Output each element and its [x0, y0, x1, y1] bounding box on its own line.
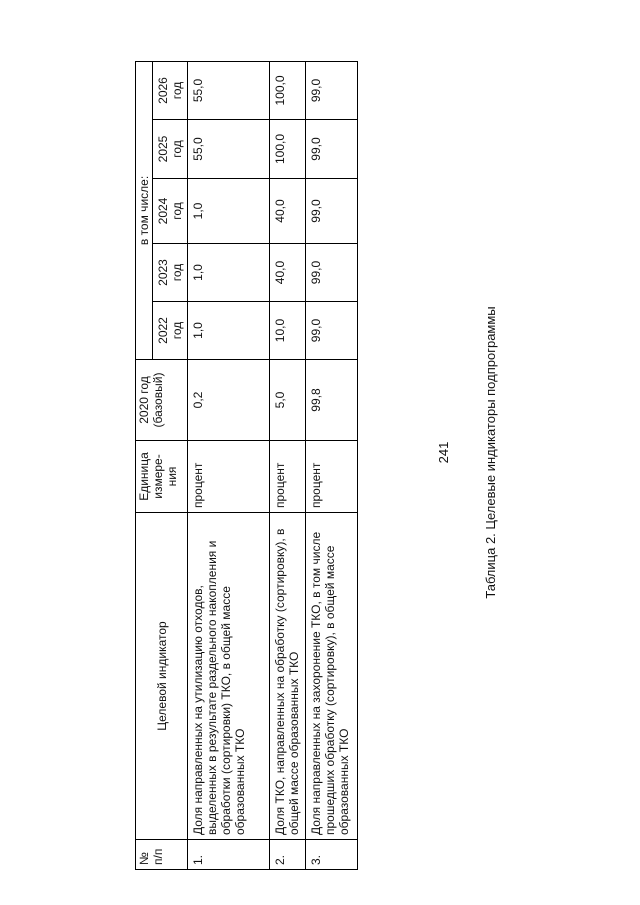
- row-value-2023: 1,0: [188, 244, 270, 302]
- row-unit: процент: [188, 441, 270, 513]
- row-value-2022: 10,0: [270, 302, 306, 360]
- header-indicator: Целевой индикатор: [136, 513, 188, 840]
- indicators-table: [135, 61, 358, 870]
- row-value-2022: 1,0: [188, 302, 270, 360]
- row-value-2023: 99,0: [306, 244, 358, 302]
- table-row: [306, 61, 358, 869]
- row-num: 3.: [306, 840, 358, 870]
- row-unit: процент: [270, 441, 306, 513]
- row-value-2022: 99,0: [306, 302, 358, 360]
- row-indicator: Доля направленных на утилизацию отходов, выделенных в результате раздельного накопления и обработки (сортировки) ТКО, в общей массе образованных ТКО: [188, 513, 270, 840]
- row-unit: процент: [306, 441, 358, 513]
- row-value-2025: 55,0: [188, 120, 270, 179]
- row-num: 1.: [188, 840, 270, 870]
- row-value-2026: 100,0: [270, 61, 306, 119]
- header-year-2023: 2023 год: [153, 244, 188, 302]
- header-year-2022: 2022 год: [153, 302, 188, 360]
- table-caption: Таблица 2. Целевые индикаторы подпрограммы: [483, 306, 498, 599]
- row-indicator: Доля ТКО, направленных на обработку (сортировку), в общей массе образованных ТКО: [270, 513, 306, 840]
- row-value-2025: 100,0: [270, 120, 306, 179]
- header-row-1: [136, 61, 153, 869]
- header-year-2025: 2025 год: [153, 120, 188, 179]
- row-value-2024: 99,0: [306, 179, 358, 244]
- header-base-year: 2020 год (базовый): [136, 360, 188, 441]
- row-value-2025: 99,0: [306, 120, 358, 179]
- header-num: № п/п: [136, 840, 188, 870]
- row-base-value: 0,2: [188, 360, 270, 441]
- row-base-value: 99,8: [306, 360, 358, 441]
- header-unit: Единица измере- ния: [136, 441, 188, 513]
- row-num: 2.: [270, 840, 306, 870]
- table-row: [270, 61, 306, 869]
- row-indicator: Доля направленных на захоронение ТКО, в том числе прошедших обработку (сортировку), в общей массе образованных ТКО: [306, 513, 358, 840]
- table-row: [188, 61, 270, 869]
- row-value-2024: 40,0: [270, 179, 306, 244]
- row-value-2026: 55,0: [188, 61, 270, 119]
- header-year-2026: 2026 год: [153, 61, 188, 119]
- page-number: 241: [436, 441, 451, 464]
- row-value-2024: 1,0: [188, 179, 270, 244]
- header-year-2024: 2024 год: [153, 179, 188, 244]
- row-base-value: 5,0: [270, 360, 306, 441]
- header-group: в том числе:: [136, 61, 153, 359]
- row-value-2023: 40,0: [270, 244, 306, 302]
- row-value-2026: 99,0: [306, 61, 358, 119]
